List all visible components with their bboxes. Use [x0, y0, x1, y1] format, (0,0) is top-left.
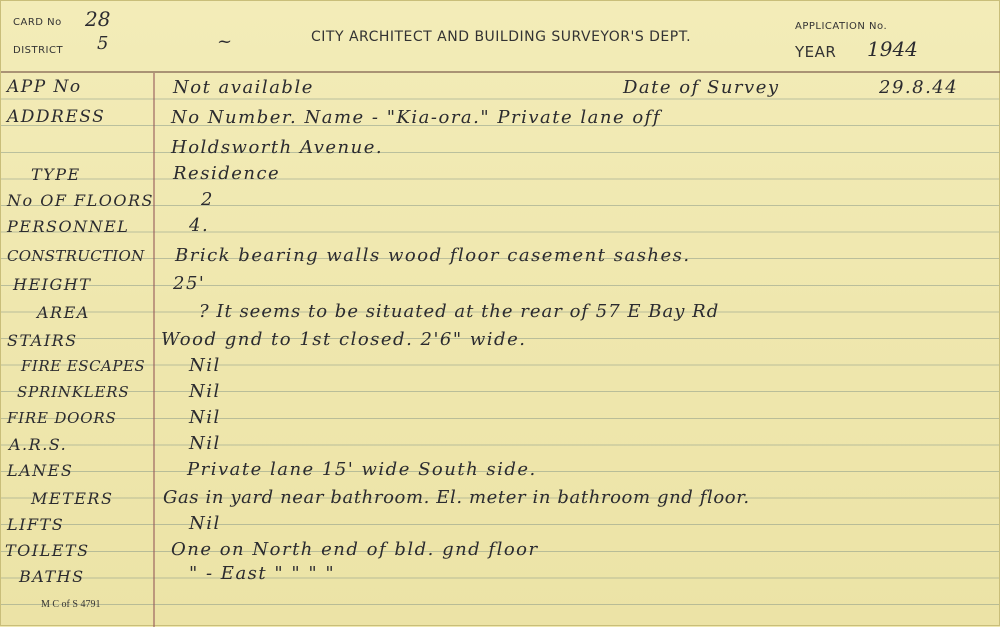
application-no-label: APPLICATION No. — [795, 21, 888, 32]
district-label: DISTRICT — [13, 45, 64, 56]
label-construction: CONSTRUCTION — [7, 247, 145, 265]
label-app-no: APP No — [7, 77, 82, 97]
label-area: AREA — [37, 303, 90, 322]
label-personnel: PERSONNEL — [7, 217, 130, 236]
value-sprinklers: Nil — [189, 381, 221, 402]
value-address-line-2: Holdsworth Avenue. — [171, 137, 384, 158]
district-value: 5 — [97, 33, 109, 54]
label-fire-escapes: FIRE ESCAPES — [21, 357, 146, 375]
header-divider — [1, 71, 1000, 73]
card-no-label: CARD No — [13, 17, 62, 28]
value-height: 25' — [173, 273, 206, 294]
label-ars: A.R.S. — [9, 435, 68, 454]
label-address: ADDRESS — [7, 107, 106, 127]
value-lifts: Nil — [189, 513, 221, 534]
department-title: CITY ARCHITECT AND BUILDING SURVEYOR'S DEPT. — [311, 29, 692, 45]
survey-date-value: 29.8.44 — [879, 77, 959, 98]
value-fire-escapes: Nil — [189, 355, 221, 376]
value-floors: 2 — [201, 189, 214, 210]
value-meters: Gas in yard near bathroom. El. meter in bathroom gnd floor. — [163, 487, 750, 508]
value-ars: Nil — [189, 433, 221, 454]
label-stairs: STAIRS — [7, 331, 78, 350]
value-toilets: One on North end of bld. gnd floor — [171, 539, 539, 560]
margin-line — [153, 73, 155, 627]
value-area: ? It seems to be situated at the rear of 57 E Bay Rd — [199, 301, 720, 322]
label-fire-doors: FIRE DOORS — [7, 409, 117, 427]
value-fire-doors: Nil — [189, 407, 221, 428]
card-no-value: 28 — [85, 7, 111, 31]
value-personnel: 4. — [189, 215, 210, 236]
year-label: YEAR — [795, 43, 837, 61]
district-mark: ~ — [217, 31, 233, 52]
label-height: HEIGHT — [13, 275, 92, 294]
value-stairs: Wood gnd to 1st closed. 2'6" wide. — [161, 329, 527, 350]
label-floors: No OF FLOORS — [7, 191, 154, 210]
label-type: TYPE — [31, 165, 81, 184]
label-baths: BATHS — [19, 567, 85, 586]
value-type: Residence — [173, 163, 281, 184]
label-lanes: LANES — [7, 461, 74, 480]
label-sprinklers: SPRINKLERS — [17, 383, 130, 401]
survey-date-label: Date of Survey — [623, 77, 780, 98]
value-construction: Brick bearing walls wood floor casement sashes. — [175, 245, 691, 266]
value-app-no: Not available — [173, 77, 314, 98]
year-value: 1944 — [867, 37, 918, 61]
value-address: No Number. Name - "Kia-ora." Private lane off — [171, 107, 661, 128]
value-lanes: Private lane 15' wide South side. — [187, 459, 537, 480]
label-meters: METERS — [31, 489, 114, 508]
value-baths: " - East " " " " — [189, 563, 336, 584]
form-code: M C of S 4791 — [41, 599, 101, 610]
label-toilets: TOILETS — [5, 541, 90, 560]
label-lifts: LIFTS — [7, 515, 65, 534]
